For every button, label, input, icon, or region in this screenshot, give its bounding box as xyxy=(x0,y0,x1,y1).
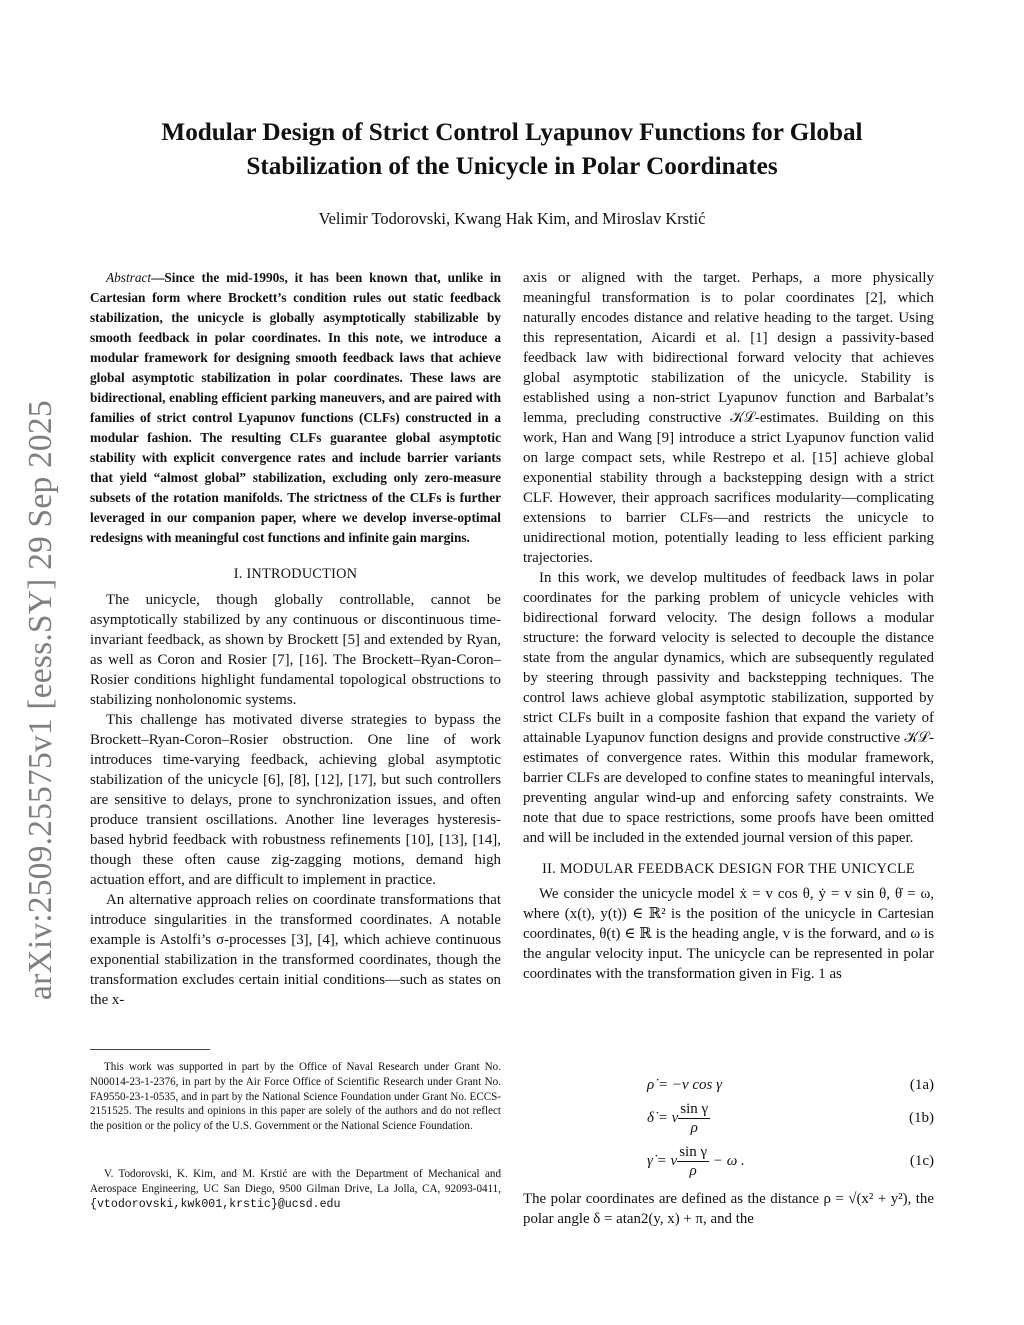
section-heading-modular-design: II. MODULAR FEEDBACK DESIGN FOR THE UNICYCLE xyxy=(542,861,915,877)
equation-1c xyxy=(523,1143,934,1185)
footnote-emails: {vtodorovski,kwk001,krstic}@ucsd.edu xyxy=(90,1197,341,1211)
equation-1b-body xyxy=(647,1100,710,1137)
equation-1b-fraction xyxy=(678,1100,710,1137)
equation-1c-number: (1c) xyxy=(909,1153,934,1169)
section-heading-introduction: I. INTRODUCTION xyxy=(233,566,358,582)
section2-paragraph-2: The polar coordinates are defined as the distance ρ = √(x² + y²), the polar angle δ = atan2(y, x) + π, and the xyxy=(523,1191,934,1227)
equation-1c-tail: − ω . xyxy=(712,1152,745,1169)
intro-paragraph-1: The unicycle, though globally controllable, cannot be asymptotically stabilized by any continuous or discontinuous time-invariant feedback, as shown by Brockett [5] and extended by Ryan, as well as Coron and Rosier [7], [16]. The Brockett–Ryan-Coron–Rosier conditions highlight fundamental topological obstructions to stabilizing nonholonomic systems. xyxy=(90,592,501,708)
equation-1c-denominator: ρ xyxy=(689,1163,697,1179)
footnote-funding: This work was supported in part by the Office of Naval Research under Grant No. N00014-23-1-2376, in part by the Air Force Office of Scientific Research under Grant No. FA9550-23-1-0535, and in part by the National Science Foundation under Grant No. ECCS-2151525. The results and opinions in this paper are solely of the authors and do not reflect the position or the policy of the U.S. Government or the National Science Foundation. xyxy=(90,1061,501,1133)
equation-1c-fraction xyxy=(677,1143,709,1180)
author-list: Velimir Todorovski, Kwang Hak Kim, and Miroslav Krstić xyxy=(318,209,706,228)
intro-paragraph-4: In this work, we develop multitudes of feedback laws in polar coordinates for the parking problem of unicycle vehicles with bidirectional forward velocity. The design follows a modular structure: the forward velocity is selected to decouple the distance state from the angular dynamics, which are subsequently regulated by steering through passivity and backstepping techniques. The control laws achieve global asymptotic stabilization, supported by strict CLFs built in a composite fashion that expand the variety of attainable Lyapunov function designs and provide constructive 𝒦ℒ-estimates of convergence rates. Within this modular framework, barrier CLFs are developed to confine states to meaningful intervals, preventing angular wind-up and enforcing safety constraints. We note that due to space restrictions, some proofs have been omitted and will be included in the extended journal version of this paper. xyxy=(523,570,934,846)
left-column xyxy=(90,268,501,1010)
equation-1b xyxy=(523,1100,934,1142)
title-line-1: Modular Design of Strict Control Lyapunov Functions for Global xyxy=(161,119,863,146)
equation-1b-numerator: sin γ xyxy=(680,1101,709,1117)
paper-title xyxy=(90,116,934,184)
title-line-2: Stabilization of the Unicycle in Polar Coordinates xyxy=(246,153,778,180)
footnote-affiliation xyxy=(90,1167,501,1212)
equation-1b-lhs: δ̇ = v xyxy=(647,1109,679,1126)
section2-paragraph-1: We consider the unicycle model ẋ = v cos θ, ẏ = v sin θ, θ̇ = ω, where (x(t), y(t)) ∈ ℝ² is the position of the unicycle in Cartesian coordinates, θ(t) ∈ ℝ is the heading angle, v is the forward, and ω is the angular velocity input. The unicycle can be represented in polar coordinates with the transformation given in Fig. 1 as xyxy=(523,886,934,982)
equation-1a-number: (1a) xyxy=(909,1077,934,1093)
abstract-text: —Since the mid-1990s, it has been known that, unlike in Cartesian form where Brockett’s condition rules out static feedback stabilization, the unicycle is globally asymptotically stabilizable by smooth feedback in polar coordinates. In this note, we introduce a modular framework for designing smooth feedback laws that achieve global asymptotic stabilization in polar coordinates. These laws are bidirectional, enabling efficient parking maneuvers, and are paired with families of strict control Lyapunov functions (CLFs) constructed in a modular fashion. The resulting CLFs guarantee global asymptotic stability with explicit convergence rates and include barrier variants that yield “almost global” stabilization, excluding only zero-measure subsets of the rotation manifolds. The strictness of the CLFs is further leveraged in our companion paper, where we develop inverse-optimal redesigns with meaningful cost functions and infinite gain margins. xyxy=(90,270,501,545)
equation-1a-body: ρ̇ = −v cos γ xyxy=(647,1077,723,1093)
intro-paragraph-3-continued: axis or aligned with the target. Perhaps, a more physically meaningful transformation is to polar coordinates [2], which naturally encodes distance and relative heading to the target. Using this representation, Aicardi et al. [1] design a passivity-based feedback law with bidirectional forward velocity that achieves global asymptotic stabilization of the unicycle. Stability is established using a non-strict Lyapunov function and Barbalat’s lemma, precluding constructive 𝒦ℒ-estimates. Building on this work, Han and Wang [9] introduce a strict Lyapunov function valid on large compact sets, while Restrepo et al. [15] achieve global exponential stability through a backstepping design with a strict CLF. However, their approach sacrifices modularity—complicating extensions to barrier CLFs—and restricts the unicycle to unidirectional motion, potentially leading to less efficient parking trajectories. xyxy=(523,270,934,566)
abstract xyxy=(90,268,501,548)
intro-paragraph-2: This challenge has motivated diverse strategies to bypass the Brockett–Ryan-Coron–Rosier obstruction. One line of work introduces time-varying feedback, achieving global asymptotic stabilization of the unicycle [6], [8], [12], [17], but such controllers are sensitive to delays, prone to synchronization issues, and often produce transient oscillations. Another line leverages hysteresis-based hybrid feedback with robustness refinements [10], [13], [14], though these often cause zig-zagging motions, demand high actuation effort, and are difficult to implement in practice. xyxy=(90,712,501,888)
equation-1c-body xyxy=(647,1143,745,1180)
equation-1b-denominator: ρ xyxy=(690,1120,698,1136)
equation-1c-lhs: γ̇ = v xyxy=(647,1152,678,1169)
intro-paragraph-3: An alternative approach relies on coordinate transformations that introduce singularities in the transformed coordinates. A notable example is Astolfi’s σ-processes [3], [4], which achieve continuous exponential stabilization in the transformed coordinates, though the transformation excludes certain initial conditions—such as states on the x- xyxy=(90,892,501,1008)
abstract-label: Abstract xyxy=(106,270,152,285)
equation-1a xyxy=(523,1077,934,1099)
footnote-affiliation-text: V. Todorovski, K. Kim, and M. Krstić are with the Department of Mechanical and Aerospace Engineering, UC San Diego, 9500 Gilman Drive, La Jolla, CA, 92093-0411, xyxy=(90,1168,501,1195)
right-column xyxy=(523,268,934,984)
footnote-rule xyxy=(90,1049,210,1050)
equation-1b-number: (1b) xyxy=(909,1110,934,1126)
arxiv-identifier: arXiv:2509.25575v1 [eess.SY] 29 Sep 2025 xyxy=(22,400,59,1000)
equation-1c-numerator: sin γ xyxy=(679,1144,708,1160)
